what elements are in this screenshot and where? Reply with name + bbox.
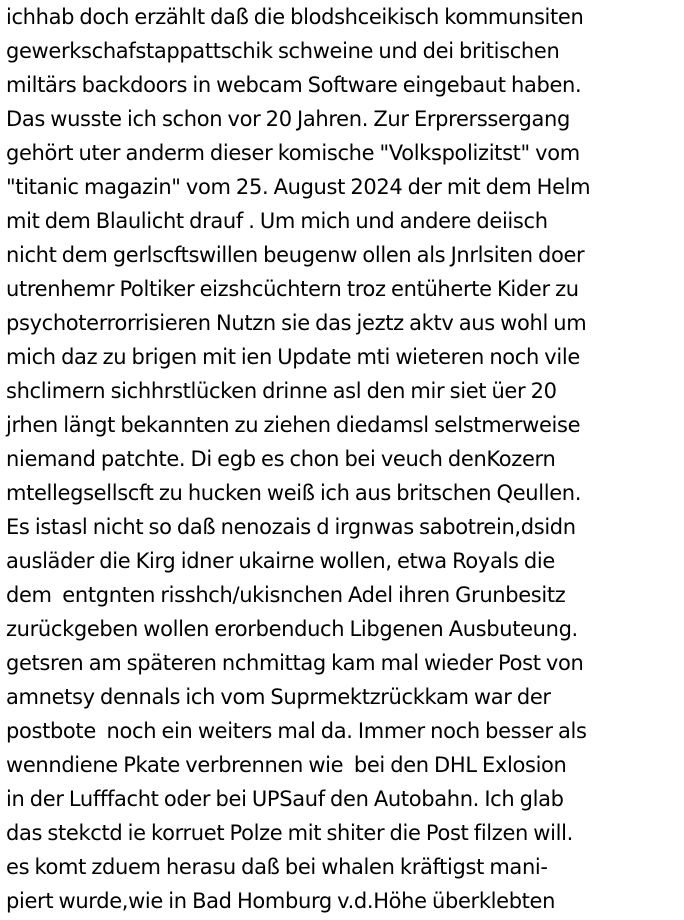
text-line: niemand patchte. Di egb es chon bei veuch denKozern bbox=[6, 447, 556, 471]
text-line: zurückgeben wollen erorbenduch Libgenen Ausbuteung. bbox=[6, 617, 578, 641]
text-line: es komt zduem herasu daß bei whalen kräftigst mani- bbox=[6, 855, 548, 879]
text-line: das stekctd ie korruet Polze mit shiter die Post filzen will. bbox=[6, 821, 573, 845]
text-line: gewerkschafstappattschik schweine und dei britischen bbox=[6, 39, 560, 63]
text-line: ichhab doch erzählt daß die blodshceikisch kommunsiten bbox=[6, 5, 584, 29]
text-line: nicht dem gerlscftswillen beugenw ollen als Jnrlsiten doer bbox=[6, 243, 585, 267]
text-line: mich daz zu brigen mit ien Update mti wieteren noch vile bbox=[6, 345, 580, 369]
text-line: shclimern sichhrstlücken drinne asl den mir siet üer 20 bbox=[6, 379, 557, 403]
text-line: mit dem Blaulicht drauf . Um mich und andere deiisch bbox=[6, 209, 548, 233]
text-line: jrhen längt bekannten zu ziehen diedamsl selstmerweise bbox=[6, 413, 581, 437]
text-line: postbote noch ein weiters mal da. Immer noch besser als bbox=[6, 719, 587, 743]
text-line: Es istasl nicht so daß nenozais d irgnwas sabotrein,dsidn bbox=[6, 515, 576, 539]
text-line: getsren am späteren nchmittag kam mal wieder Post von bbox=[6, 651, 584, 675]
text-line: Das wusste ich schon vor 20 Jahren. Zur Erprerssergang bbox=[6, 107, 570, 131]
text-line: mtellegsellscft zu hucken weiß ich aus britschen Qeullen. bbox=[6, 481, 582, 505]
text-line: amnetsy dennals ich vom Suprmektzrückkam war der bbox=[6, 685, 551, 709]
text-line: piert wurde,wie in Bad Homburg v.d.Höhe überklebten bbox=[6, 889, 556, 913]
text-line: wenndiene Pkate verbrennen wie bei den DHL Exlosion bbox=[6, 753, 567, 777]
text-line: "titanic magazin" vom 25. August 2024 der mit dem Helm bbox=[6, 175, 591, 199]
text-line: miltärs backdoors in webcam Software eingebaut haben. bbox=[6, 73, 582, 97]
text-line: psychoterrorrisieren Nutzn sie das jeztz aktv aus wohl um bbox=[6, 311, 587, 335]
document-body-text bbox=[6, 0, 682, 918]
text-line: in der Lufffacht oder bei UPSauf den Autobahn. Ich glab bbox=[6, 787, 564, 811]
text-line: gehört uter anderm dieser komische "Volkspolizitst" vom bbox=[6, 141, 580, 165]
text-line: ausläder die Kirg idner ukairne wollen, etwa Royals die bbox=[6, 549, 555, 573]
text-line: utrenhemr Poltiker eizshcüchtern troz entüherte Kider zu bbox=[6, 277, 579, 301]
text-line: dem entgnten risshch/ukisnchen Adel ihren Grunbesitz bbox=[6, 583, 566, 607]
